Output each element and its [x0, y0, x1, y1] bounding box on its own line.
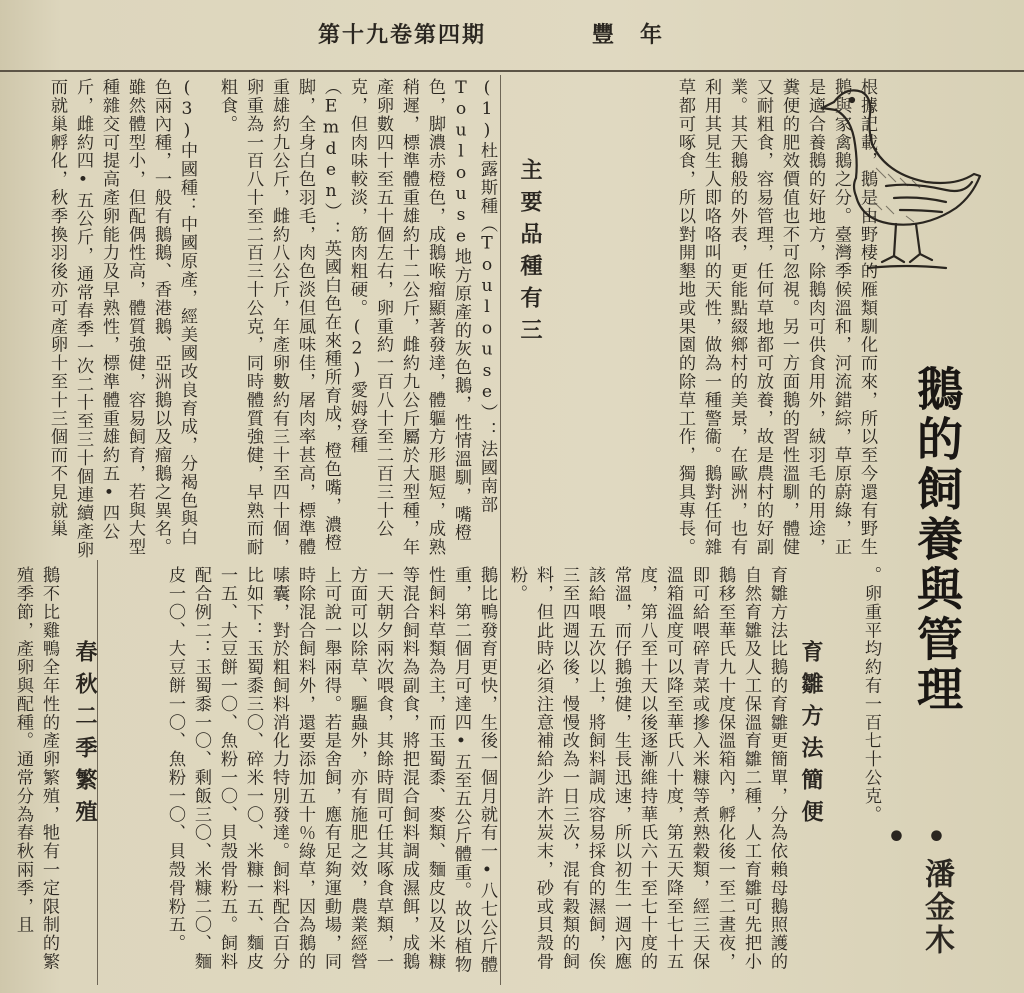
magazine-name: 豐 年	[592, 22, 665, 48]
breeding-paragraph: 鵝不比雞鴨全年性的產卵繁殖，牠有一定限制的繁殖季節，產卵與配種。通常分為春秋兩季，且	[13, 566, 59, 971]
brooding-paragraph: 育雛方法比鵝的育雛更簡單，分為依賴母鵝照護的自然育雛及人工保溫育雛二種，人工育雛可先把小鵝移至華氏九十度保溫箱內，孵化後一至二晝夜，即可給喂碎青菜或摻入米糠等煮熟穀類，經三天保溫箱溫度可以降至華氏八十度，第五天降至七十五度，第八至十天以後逐漸維持華氏六十至七十度的常溫，而仔鵝強健，生長迅速，所以初生一週內應該給喂五次以上，將飼料調成容易採食的濕飼，俟三至四週以後，慢慢改為一日三次，混有穀類的飼料，但此時必須注意補給少許木炭末，砂或貝殼骨粉。	[507, 566, 787, 971]
chinese-breed-paragraph: (3)中國種：中國原產，經美國改良育成，分褐色與白色兩內種，一般有鵝鵝、香港鵝、亞洲鵝以及瘤鵝之異名。雖然體型小，但配偶性高，體質強健，容易飼育，若與大型種雜交可提高產卵能力及早熟性，標準體重雄約五•四公斤，雌約四•五公斤，通常春季一次二十至三十個連續產卵而就巢孵化，秋季換羽後亦可產卵十至十三個而不見就巢	[47, 78, 197, 560]
running-header	[0, 0, 1024, 72]
egg-weight-note: 。卵重平均約有一百七十公克。	[861, 566, 881, 824]
article-title: 鵝的飼養與管理	[910, 365, 964, 715]
intro-paragraph: 根據記載，鵝是由野棲的雁類馴化而來，所以至今還有野生鵝與家禽鵝之分。臺灣季候溫和，河流錯綜，草原蔚綠，正是適合養鵝的好地方，除鵝肉可供食用外，絨羽毛的用途，糞便的肥效價值也不可忽視。另一方面鵝的習性溫馴，體健又耐粗食，容易管理，任何草地都可放養，故是農村的好副業。其天鵝般的外表，更能點綴鄉村的美景，在歐洲，也有利用其見生人即咯咯叫的天性，做為一種警衞。鵝對任何雜草都可啄食，所以對開墾地或果園的除草工作，獨具專長。	[675, 78, 877, 557]
feeding-paragraph: 鵝比鴨發育更快，生後一個月就有一•八七公斤體重，第二個月可達四•五至五公斤體重。故以植物性飼料草類為主，而玉蜀黍、麥類、麵皮以及米糠等混合飼料為副食，將把混合飼料調成濕餌，成鵝一天朝夕兩次喂食，其餘時間可任其啄食草類，一方面可以除草、驅蟲外，亦有施肥之效，農業經營上可說一舉兩得。若是舍飼，應有足夠運動場，同時除混合飼料外，還要添加五十％綠草，因為鵝的嗉囊，對於粗飼料消化力特別發達。飼料配合百分比如下：玉蜀黍三〇、碎米一〇、米糠一五、麵皮一五、大豆餅一〇、魚粉一〇、貝殼骨粉五。飼料配合例二：玉蜀黍一〇、剩飯三〇、米糠二〇、麵皮一〇、大豆餅一〇、魚粉一〇、貝殼骨粉五。	[165, 566, 497, 974]
breeds-paragraph: (1)杜露斯種（Toulouse）：法國南部Toulouse地方原產的灰色鵝，性情溫馴，嘴橙色，脚濃赤橙色，成鵝喉瘤顯著發達，體軀方形腿短，成熟稍遲，標準體重雄約十二公斤，雌約九公斤屬於大型種，年產卵數四十至五十個左右，卵重約一百八十至二百三十公克，但肉味較淡，筋肉粗硬。(2)愛姆登種（Emden）：英國白色在來種所育成，橙色嘴，濃橙脚，全身白色羽毛，肉色淡但風味佳，屠肉率甚高，標準體重雄約九公斤，雌約八公斤，年產卵數約有三十至四十個，卵重為一百八十至二百三十公克，同時體質強健，早熟而耐粗食。	[217, 78, 497, 557]
issue-number: 第十九卷第四期	[318, 22, 487, 48]
author-name: •潘金木•	[879, 820, 954, 957]
section-heading-breeding: 春秋二季繁殖	[72, 640, 98, 832]
running-title	[0, 18, 1024, 52]
section-heading-brooding: 育雛方法簡便	[798, 640, 824, 832]
section-heading-main-breeds: 主要品種有三	[517, 158, 543, 350]
